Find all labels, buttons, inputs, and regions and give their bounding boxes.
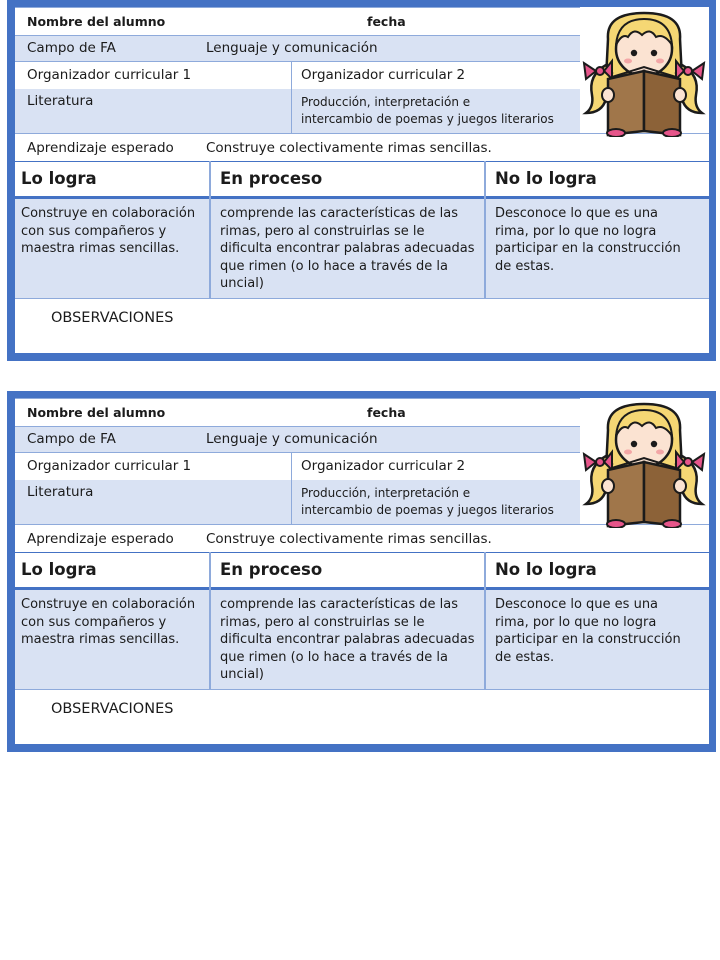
- student-label: Nombre del alumno: [27, 405, 166, 420]
- organizer-2-value-line-1: Producción, interpretación e: [301, 486, 471, 500]
- rubric-header-row: [15, 552, 709, 590]
- date-label: fecha: [367, 405, 406, 420]
- col-lo-logra-header: Lo logra: [21, 169, 97, 188]
- col-en-proceso-header: En proceso: [220, 169, 323, 188]
- organizer-value-row: [15, 89, 580, 133]
- expected-row: [15, 524, 709, 552]
- student-label: Nombre del alumno: [27, 14, 166, 29]
- field-row: [15, 427, 580, 453]
- field-label: Campo de FA: [27, 431, 116, 447]
- rubric-description-row: [15, 199, 709, 298]
- student-row: [15, 399, 580, 427]
- organizer-header-row: [15, 62, 580, 89]
- organizer-1-value: Literatura: [27, 484, 94, 500]
- organizer-header-row: [15, 453, 580, 480]
- student-row: [15, 8, 580, 36]
- field-label: Campo de FA: [27, 40, 116, 56]
- col-en-proceso-text: comprende las características de las rimas, pero al construirlas se le dificulta encontrar palabras adecuadas que rimen (o lo hace a través de la uncial): [220, 597, 475, 682]
- col-en-proceso-header: En proceso: [220, 560, 323, 579]
- expected-value: Construye colectivamente rimas sencillas.: [206, 531, 492, 547]
- expected-label: Aprendizaje esperado: [27, 140, 174, 156]
- card-content: [15, 7, 709, 353]
- rubric-divider-2: [484, 161, 486, 298]
- col-no-lo-logra-text: Desconoce lo que es una rima, por lo que no logra participar en la construcción de estas.: [495, 206, 681, 274]
- expected-label: Aprendizaje esperado: [27, 531, 174, 547]
- col-no-lo-logra-text: Desconoce lo que es una rima, por lo que no logra participar en la construcción de estas.: [495, 597, 681, 665]
- organizer-1-label: Organizador curricular 1: [27, 67, 192, 83]
- organizer-divider: [291, 453, 292, 524]
- rubric-description-row: [15, 590, 709, 689]
- organizer-divider: [291, 62, 292, 133]
- field-row: [15, 36, 580, 62]
- organizer-1-label: Organizador curricular 1: [27, 458, 192, 474]
- evaluation-card-2: [7, 391, 716, 752]
- girl-reading-book-icon: [578, 400, 709, 528]
- organizer-2-value-line-2: intercambio de poemas y juegos literarios: [301, 503, 554, 517]
- col-lo-logra-text: Construye en colaboración con sus compañeros y maestra rimas sencillas.: [21, 206, 196, 256]
- observations-label: OBSERVACIONES: [51, 310, 174, 326]
- organizer-1-value: Literatura: [27, 93, 94, 109]
- expected-value: Construye colectivamente rimas sencillas.: [206, 140, 492, 156]
- col-lo-logra-text: Construye en colaboración con sus compañeros y maestra rimas sencillas.: [21, 597, 196, 647]
- date-label: fecha: [367, 14, 406, 29]
- organizer-2-value-line-1: Producción, interpretación e: [301, 95, 471, 109]
- organizer-2-label: Organizador curricular 2: [301, 67, 466, 83]
- evaluation-card-1: [7, 0, 716, 361]
- col-no-lo-logra-header: No lo logra: [495, 169, 597, 188]
- organizer-2-label: Organizador curricular 2: [301, 458, 466, 474]
- card-content: [15, 398, 709, 744]
- field-value: Lenguaje y comunicación: [206, 40, 378, 56]
- observations-row: [15, 298, 709, 353]
- expected-row: [15, 133, 709, 161]
- observations-label: OBSERVACIONES: [51, 701, 174, 717]
- girl-reading-book-icon: [578, 9, 709, 137]
- rubric-header-row: [15, 161, 709, 199]
- col-no-lo-logra-header: No lo logra: [495, 560, 597, 579]
- rubric-divider-2: [484, 552, 486, 689]
- col-en-proceso-text: comprende las características de las rimas, pero al construirlas se le dificulta encontrar palabras adecuadas que rimen (o lo hace a través de la uncial): [220, 206, 475, 291]
- organizer-value-row: [15, 480, 580, 524]
- observations-row: [15, 689, 709, 744]
- organizer-2-value-line-2: intercambio de poemas y juegos literarios: [301, 112, 554, 126]
- field-value: Lenguaje y comunicación: [206, 431, 378, 447]
- col-lo-logra-header: Lo logra: [21, 560, 97, 579]
